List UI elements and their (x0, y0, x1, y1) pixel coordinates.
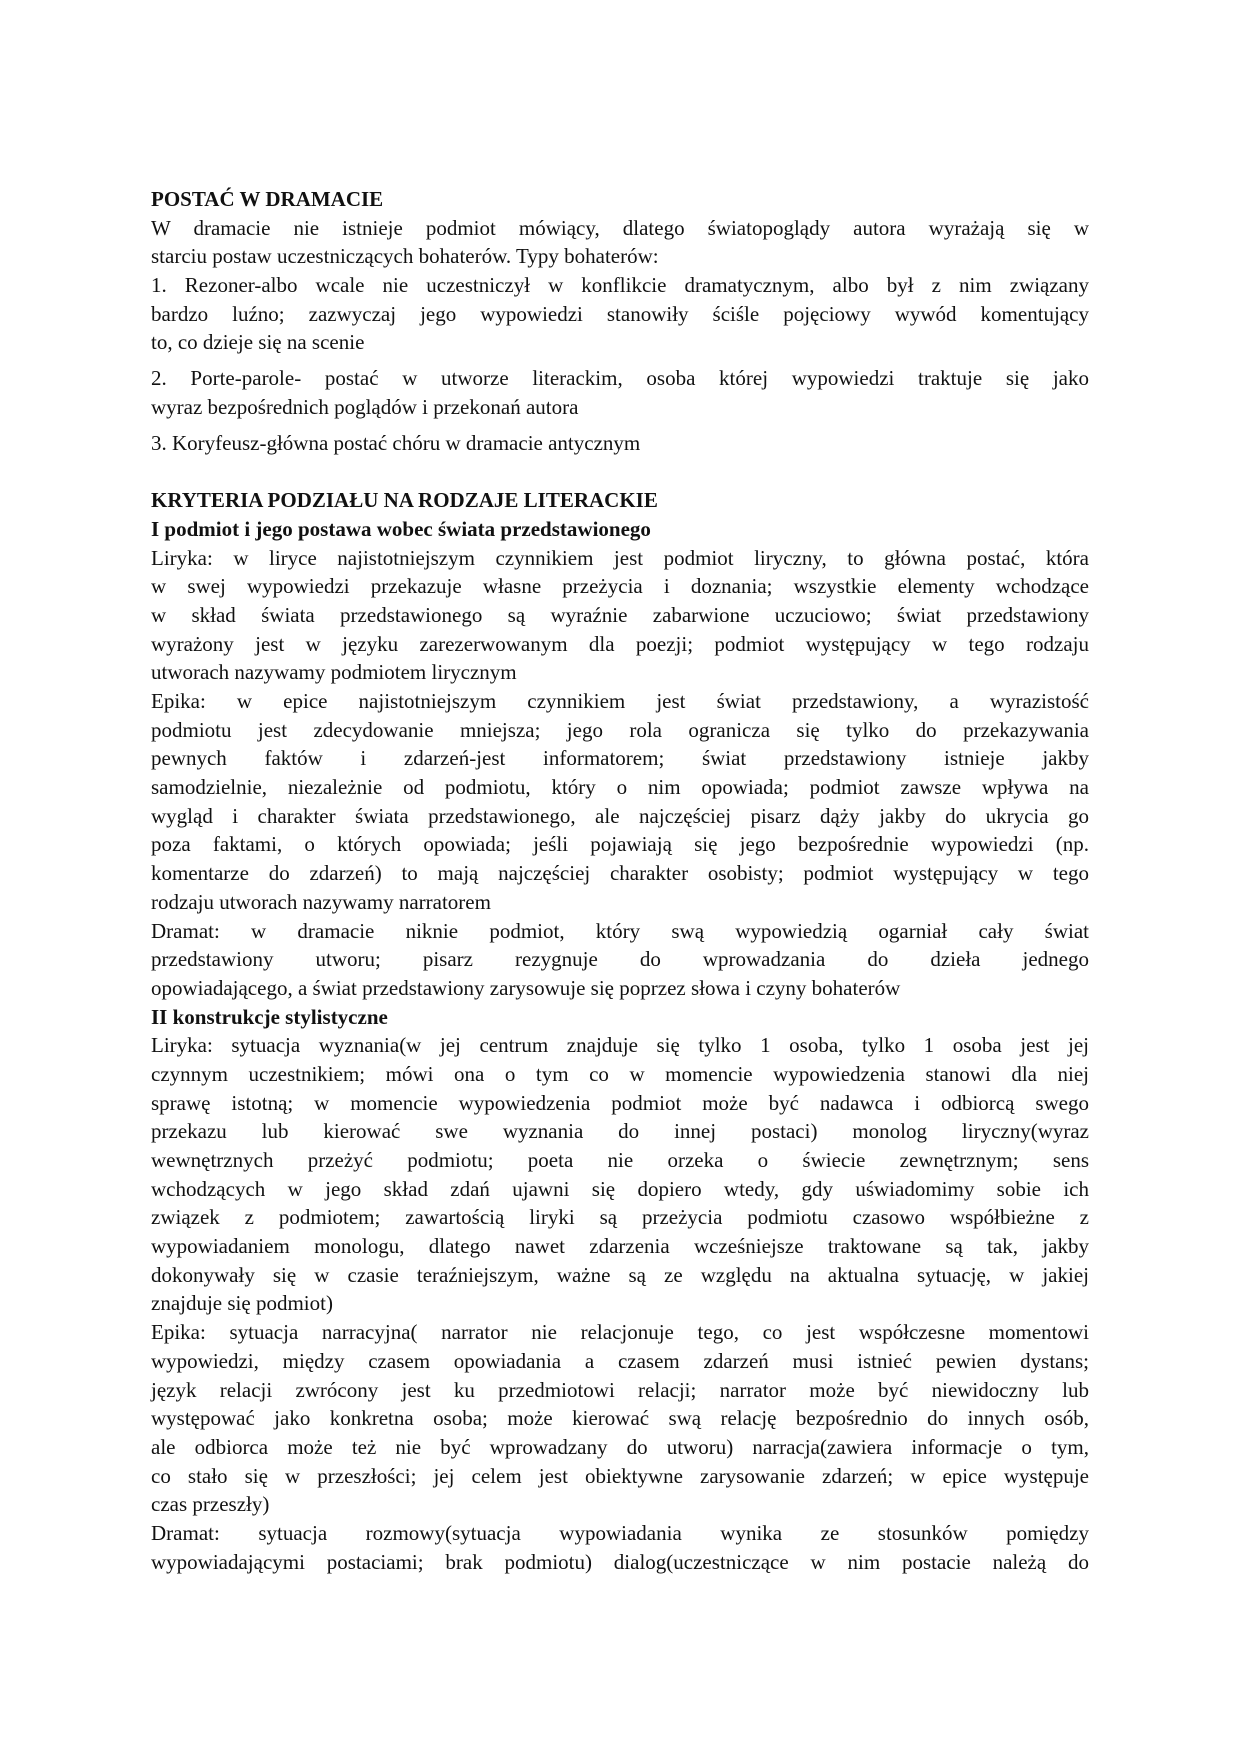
text-line: utworach nazywamy podmiotem lirycznym (151, 660, 517, 685)
text-line: wygląd i charakter świata przedstawionego, ale najczęściej pisarz dąży jakby do ukrycia go (151, 803, 1089, 828)
text-line: w skład świata przedstawionego są wyraźnie zabarwione uczuciowo; świat przedstawiony (151, 602, 1089, 627)
text-line: przekazu lub kierować swe wyznania do innej postaci) monolog liryczny(wyraz (151, 1119, 1089, 1144)
text-line: 3. Koryfeusz-główna postać chóru w dramacie antycznym (151, 430, 641, 455)
hero-type-item (151, 271, 1089, 357)
subsection-heading: I podmiot i jego postawa wobec świata przedstawionego (151, 516, 651, 541)
text-line: czynnym uczestnikiem; mówi ona o tym co w momencie wypowiedzenia stanowi dla niej (151, 1061, 1089, 1086)
paragraph-liryka (151, 544, 1089, 687)
paragraph-epika (151, 687, 1089, 917)
section-title: POSTAĆ W DRAMACIE (151, 187, 384, 211)
text-line: czas przeszły) (151, 1492, 270, 1517)
text-line: opowiadającego, a świat przedstawiony zarysowuje się poprzez słowa i czyny bohaterów (151, 975, 901, 1000)
hero-type-item (151, 364, 1089, 421)
text-line: związek z podmiotem; zawartością liryki są przeżycia podmiotu czasowo współbieżne z (151, 1205, 1089, 1230)
text-line: wchodzących w jego skład zdań ujawni się dopiero wtedy, gdy uświadomimy sobie ich (151, 1176, 1089, 1201)
text-line: samodzielnie, niezależnie od podmiotu, który o nim opowiada; podmiot zawsze wpływa na (151, 775, 1089, 800)
paragraph-dramat (151, 917, 1089, 1003)
text-line: Epika: sytuacja narracyjna( narrator nie relacjonuje tego, co jest współczesne momentowi (151, 1320, 1089, 1345)
text-line: znajduje się podmiot) (151, 1291, 333, 1316)
text-line: co stało się w przeszłości; jej celem jest obiektywne zarysowanie zdarzeń; w epice występuje (151, 1463, 1089, 1488)
text-line: komentarze do zdarzeń) to mają najczęściej charakter osobisty; podmiot występujący w tego (151, 861, 1089, 886)
text-line: rodzaju utworach nazywamy narratorem (151, 889, 491, 914)
document-page (151, 185, 1089, 1576)
paragraph-liryka (151, 1031, 1089, 1318)
text-line: przedstawiony utworu; pisarz rezygnuje do wprowadzania do dzieła jednego (151, 947, 1089, 972)
text-line: Liryka: w liryce najistotniejszym czynnikiem jest podmiot liryczny, to główna postać, która (151, 545, 1089, 570)
paragraph-epika (151, 1318, 1089, 1519)
text-line: W dramacie nie istnieje podmiot mówiący, dlatego światopoglądy autora wyrażają się w (151, 215, 1089, 240)
paragraph-dramat (151, 1519, 1089, 1576)
text-line: 2. Porte-parole- postać w utworze literackim, osoba której wypowiedzi traktuje się jako (151, 366, 1089, 391)
text-line: podmiotu jest zdecydowanie mniejsza; jego rola ogranicza się tylko do przekazywania (151, 717, 1089, 742)
text-line: to, co dzieje się na scenie (151, 330, 365, 355)
text-line: Epika: w epice najistotniejszym czynnikiem jest świat przedstawiony, a wyrazistość (151, 689, 1089, 713)
text-line: starciu postaw uczestniczących bohaterów. Typy bohaterów: (151, 244, 659, 269)
text-line: w swej wypowiedzi przekazuje własne przeżycia i doznania; wszystkie elementy wchodzące (151, 574, 1089, 599)
text-line: dokonywały się w czasie teraźniejszym, ważne są ze względu na aktualna sytuację, w jakiej (151, 1262, 1089, 1287)
text-line: wypowiadaniem monologu, dlatego nawet zdarzenia wcześniejsze traktowane są tak, jakby (151, 1234, 1089, 1259)
text-line: pewnych faktów i zdarzeń-jest informatorem; świat przedstawiony istnieje jakby (151, 746, 1089, 771)
text-line: Dramat: w dramacie niknie podmiot, który swą wypowiedzią ogarniał cały świat (151, 918, 1089, 943)
text-line: język relacji zwrócony jest ku przedmiotowi relacji; narrator może być niewidoczny lub (151, 1377, 1089, 1402)
text-line: występować jako konkretna osoba; może kierować swą relację bezpośrednio do innych osób, (151, 1406, 1089, 1431)
text-line: poza faktami, o których opowiada; jeśli pojawiają się jego bezpośrednie wypowiedzi (np. (151, 832, 1089, 857)
subsection-heading: II konstrukcje stylistyczne (151, 1004, 388, 1029)
text-line: wypowiadającymi postaciami; brak podmiotu) dialog(uczestniczące w nim postacie należą do (151, 1549, 1089, 1574)
text-line: wewnętrznych przeżyć podmiotu; poeta nie orzeka o świecie zewnętrznym; sens (151, 1148, 1089, 1172)
text-line: Dramat: sytuacja rozmowy(sytuacja wypowiadania wynika ze stosunków pomiędzy (151, 1520, 1089, 1545)
text-line: Liryka: sytuacja wyznania(w jej centrum znajduje się tylko 1 osoba, tylko 1 osoba jest jej (151, 1033, 1089, 1058)
text-line: wypowiedzi, między czasem opowiadania a czasem zdarzeń musi istnieć pewien dystans; (151, 1348, 1089, 1373)
section-title: KRYTERIA PODZIAŁU NA RODZAJE LITERACKIE (151, 488, 658, 513)
text-line: sprawę istotną; w momencie wypowiedzenia podmiot może być nadawca i odbiorcą swego (151, 1090, 1089, 1115)
text-line: ale odbiorca może też nie być wprowadzany do utworu) narracja(zawiera informacje o tym, (151, 1434, 1089, 1459)
hero-type-item (151, 429, 1089, 458)
intro-paragraph (151, 214, 1089, 271)
text-line: wyrażony jest w języku zarezerwowanym dla poezji; podmiot występujący w tego rodzaju (151, 631, 1089, 656)
text-line: bardzo luźno; zazwyczaj jego wypowiedzi stanowiły ściśle pojęciowy wywód komentujący (151, 301, 1089, 326)
text-line: wyraz bezpośrednich poglądów i przekonań autora (151, 394, 579, 419)
text-line: 1. Rezoner-albo wcale nie uczestniczył w konflikcie dramatycznym, albo był z nim związany (151, 273, 1089, 298)
